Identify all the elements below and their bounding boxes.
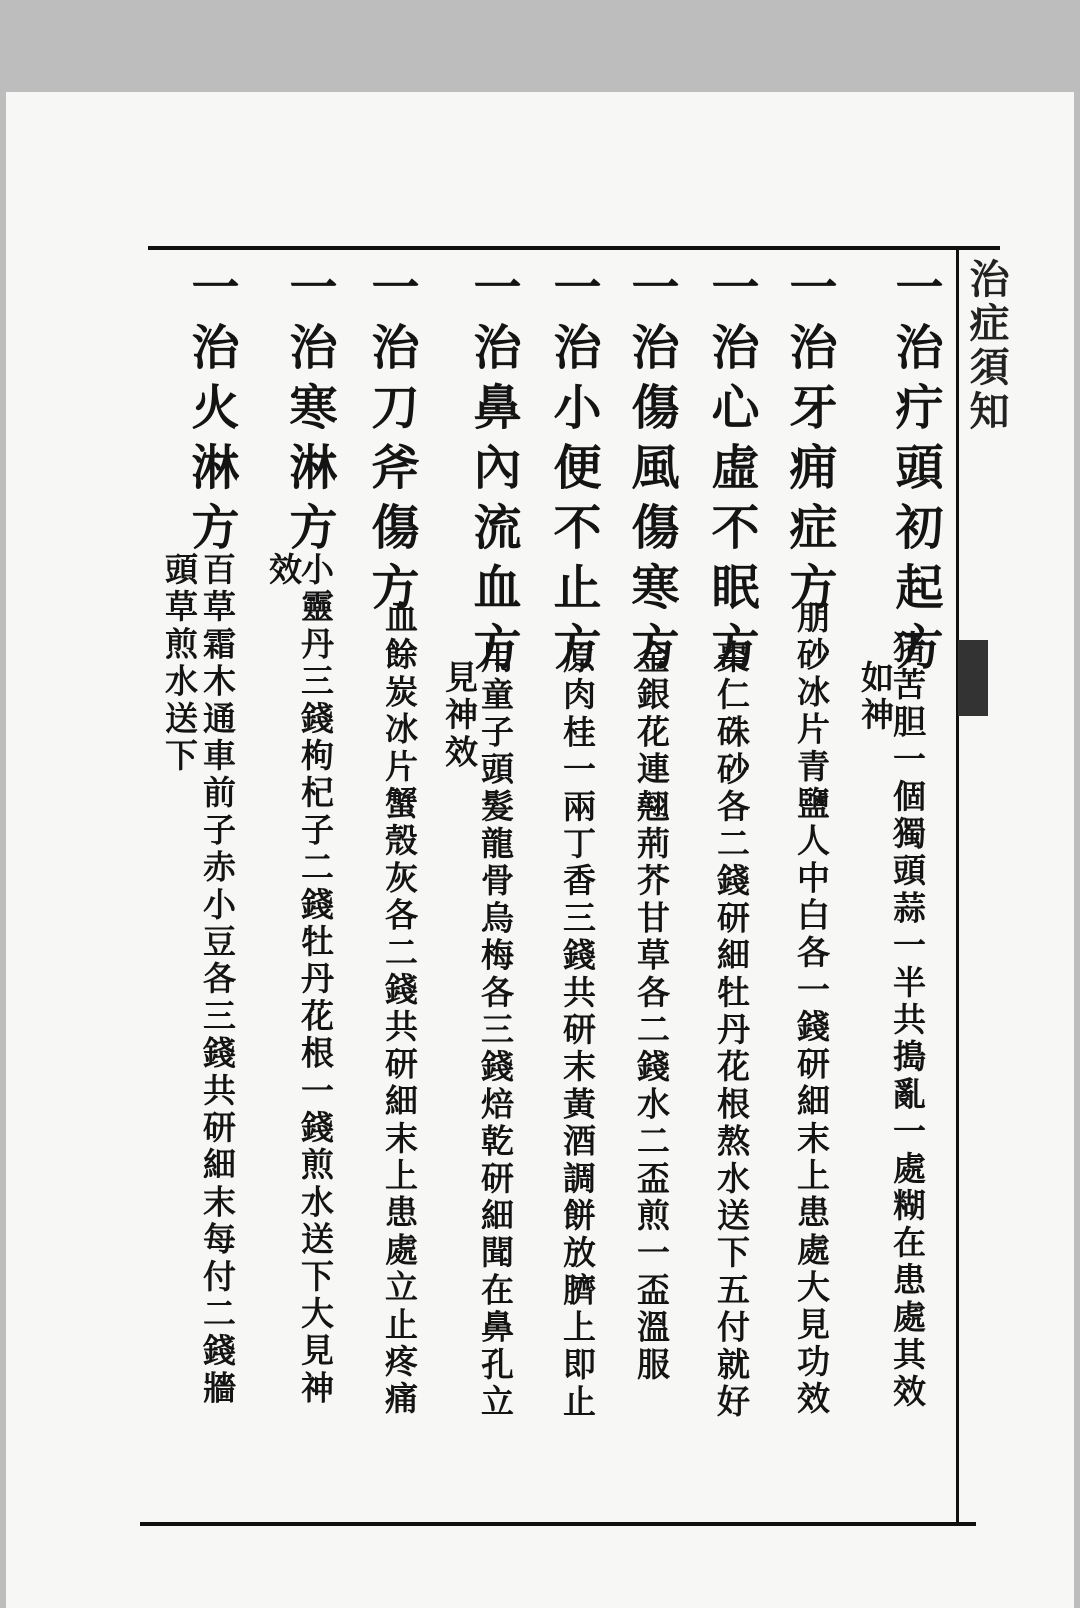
- entry-line: 見神效: [440, 660, 479, 772]
- entry-line: 原肉桂一兩丁香三錢共研末黃酒調餅放臍上即止: [558, 640, 597, 1422]
- entry-title: 一治疔頭初起方: [887, 262, 943, 682]
- entry-line: 朋砂冰片青鹽人中白各一錢研細末上患處大見功效: [792, 600, 831, 1419]
- entry-title: 一治牙痈症方: [781, 262, 837, 622]
- entry-line: 猪苦胆一個獨頭蒜一半共搗亂一處糊在患處其效: [888, 630, 927, 1412]
- entry-line: 小靈丹三錢枸杞子二錢牡丹花根一錢煎水送下大見神: [296, 552, 335, 1408]
- entry-title: 一治寒淋方: [281, 262, 337, 562]
- entry-title: 一治刀斧傷方: [363, 262, 419, 622]
- entry-title: 一治傷風傷寒方: [623, 262, 679, 682]
- entry-line: 如神: [856, 660, 895, 735]
- page-edge-label: 治症須知: [963, 258, 1010, 434]
- entry-line: 金銀花連翹荊芥甘草各二錢水二盃煎一盃溫服: [632, 640, 671, 1384]
- entry-line: 頭草煎水送下: [160, 552, 199, 776]
- right-border-rule: [956, 250, 959, 1522]
- entry-line: 百草霜木通車前子赤小豆各三錢共研細末每付二錢牆: [198, 552, 237, 1408]
- entry-line: 棗仁硃砂各二錢研細牡丹花根熬水送下五付就好: [712, 640, 751, 1422]
- top-border-rule: [148, 246, 1000, 250]
- spine-fold-mark: [958, 640, 988, 716]
- entry-title: 一治小便不止方: [545, 262, 601, 682]
- entry-title: 一治心虛不眠方: [703, 262, 759, 682]
- entry-title: 一治鼻內流血方: [465, 262, 521, 682]
- entry-line: 血餘炭冰片蟹殼灰各二錢共研細末上患處立止疼痛: [380, 600, 419, 1419]
- bottom-border-rule: [140, 1522, 976, 1526]
- entry-line: 效: [264, 552, 303, 590]
- entry-title: 一治火淋方: [183, 262, 239, 562]
- entry-line: 用童子頭髮龍骨烏梅各三錢焙乾研細聞在鼻孔立: [476, 640, 515, 1422]
